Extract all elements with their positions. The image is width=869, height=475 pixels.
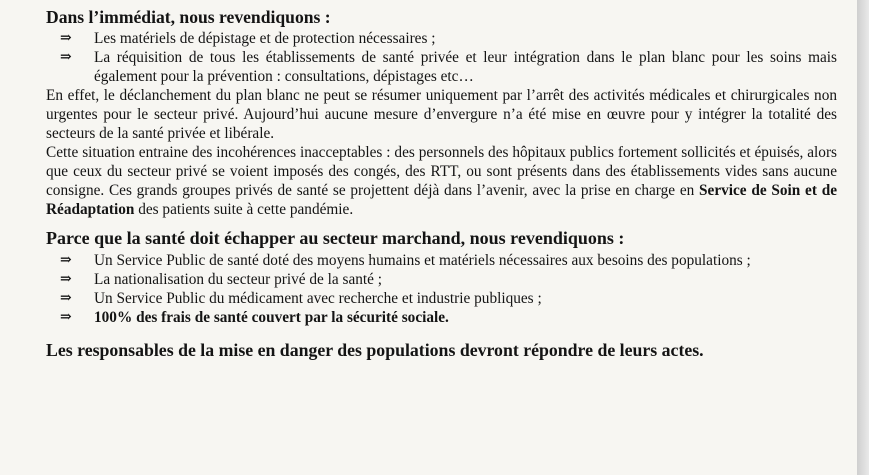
demand-text: 100% des frais de santé couvert par la sécurité sociale. xyxy=(94,309,449,326)
demand-text: Un Service Public du médicament avec recherche et industrie publiques ; xyxy=(94,290,542,307)
arrow-right-icon: ⇒ xyxy=(60,291,72,306)
demand-text: La réquisition de tous les établissements de santé privée et leur intégration dans le plan blanc pour les soins mais également pour la prévention : consultations, dépistages etc… xyxy=(94,49,837,85)
closing-statement: Les responsables de la mise en danger des populations devront répondre de leurs actes. xyxy=(46,340,704,360)
paragraph-text: Cette situation entraine des incohérences inacceptables : des personnels des hôpitaux publics fortement sollicités et épuisés, alors que ceux du secteur privé se voient imposés des congés, des RTT, ou sont présents dans des établissements vides sans aucune consigne. Ces grands groupes privés de santé se projettent déjà dans l’avenir, avec la prise en charge en xyxy=(46,144,837,199)
section-heading-immediate-demands: Dans l’immédiat, nous revendiquons : xyxy=(46,7,331,27)
list-item xyxy=(60,48,837,86)
demand-text: Les matériels de dépistage et de protection nécessaires ; xyxy=(94,30,436,47)
demand-text: Un Service Public de santé doté des moyens humains et matériels nécessaires aux besoins des populations ; xyxy=(94,252,751,269)
paragraph-text: des patients suite à cette pandémie. xyxy=(134,201,354,218)
arrow-right-icon: ⇒ xyxy=(60,272,72,287)
paragraph-plan-blanc: En effet, le déclanchement du plan blanc ne peut se résumer uniquement par l’arrêt des activités médicales et chirurgicales non urgentes pour le secteur privé. Aujourd’hui aucune mesure d’envergure n’a été mise en œuvre pour y intégrer la totalité des secteurs de la santé privée et libérale. xyxy=(46,87,837,142)
immediate-demands-list xyxy=(60,29,837,86)
demand-text: La nationalisation du secteur privé de la santé ; xyxy=(94,271,382,288)
list-item xyxy=(60,251,837,270)
public-health-demands-list xyxy=(60,251,837,327)
arrow-right-icon: ⇒ xyxy=(60,253,72,268)
emphasis-text: Service de Soin et de Réadaptation xyxy=(46,182,837,218)
arrow-right-icon: ⇒ xyxy=(60,31,72,46)
list-item xyxy=(60,29,837,48)
arrow-right-icon: ⇒ xyxy=(60,50,72,65)
list-item xyxy=(60,289,837,308)
page-edge xyxy=(857,0,869,475)
list-item xyxy=(60,308,837,327)
paragraph-incoherences xyxy=(46,143,837,219)
list-item xyxy=(60,270,837,289)
arrow-right-icon: ⇒ xyxy=(60,310,72,325)
section-heading-public-health-demands: Parce que la santé doit échapper au secteur marchand, nous revendiquons : xyxy=(46,228,625,248)
